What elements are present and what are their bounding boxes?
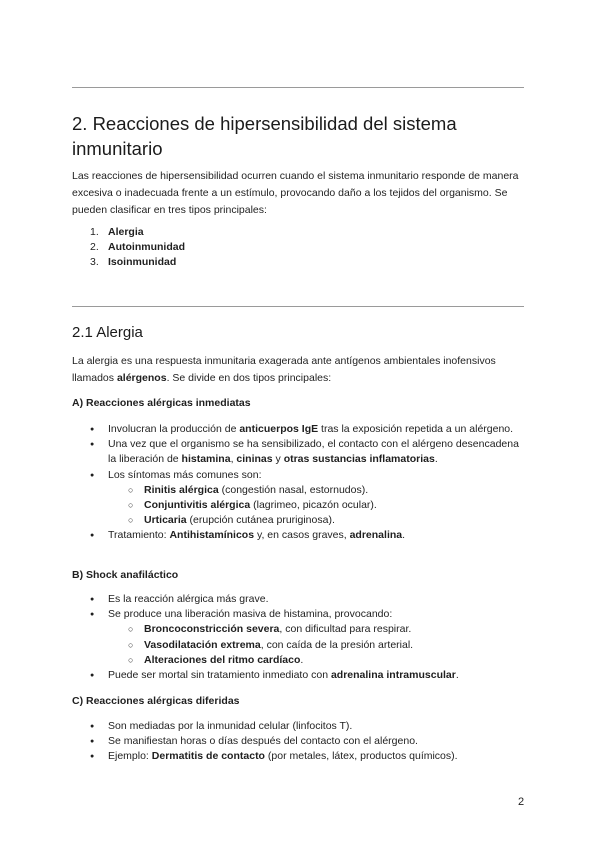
list-item: ○ Rinitis alérgica (congestión nasal, estornudos). bbox=[108, 483, 530, 498]
anaphylactic-list bbox=[90, 592, 530, 683]
list-item: ● Los síntomas más comunes son: ○ Rinitis alérgica (congestión nasal, estornudos). ○ Conjuntivitis alérgica (lagrimeo, picazón ocular). ○ Urticaria (erupción cutánea pruriginosa). bbox=[90, 468, 530, 529]
list-item: ● Una vez que el organismo se ha sensibilizado, el contacto con el alérgeno desencadena la liberación de histamina, cininas y otras sustancias inflamatorias. bbox=[90, 437, 530, 467]
list-item: 3. Isoinmunidad bbox=[90, 256, 177, 268]
list-item: ● Son mediadas por la inmunidad celular (linfocitos T). bbox=[90, 719, 530, 734]
page-number: 2 bbox=[518, 796, 525, 808]
list-item: 2. Autoinmunidad bbox=[90, 241, 185, 253]
delayed-list bbox=[90, 719, 530, 765]
allergy-intro: La alergia es una respuesta inmunitaria exagerada ante antígenos ambientales inofensivos llamados alérgenos. Se divide en dos tipos principales: bbox=[72, 355, 496, 384]
list-item: ● Se produce una liberación masiva de histamina, provocando: ○ Broncoconstricción severa, con dificultad para respirar. ○ Vasodilatación extrema, con caída de la presión arterial. ○ Alteraciones del ritmo cardíaco. bbox=[90, 607, 530, 668]
list-item: ○ Broncoconstricción severa, con dificultad para respirar. bbox=[108, 622, 530, 637]
section-intro: Las reacciones de hipersensibilidad ocurren cuando el sistema inmunitario responde de manera excesiva o inadecuada frente a un estímulo, provocando daño a los tejidos del organismo. Se pueden clasificar en tres tipos principales: bbox=[72, 170, 519, 216]
subsection-title: 2.1 Alergia bbox=[72, 324, 143, 341]
types-list bbox=[72, 225, 185, 270]
list-item: ○ Alteraciones del ritmo cardíaco. bbox=[108, 653, 530, 668]
heading-delayed: C) Reacciones alérgicas diferidas bbox=[72, 695, 240, 707]
symptoms-list bbox=[108, 483, 530, 529]
section-divider bbox=[72, 306, 524, 307]
list-item: ● Involucran la producción de anticuerpos IgE tras la exposición repetida a un alérgeno. bbox=[90, 422, 530, 437]
list-item: ○ Conjuntivitis alérgica (lagrimeo, picazón ocular). bbox=[108, 498, 530, 513]
list-item: ● Es la reacción alérgica más grave. bbox=[90, 592, 530, 607]
heading-immediate: A) Reacciones alérgicas inmediatas bbox=[72, 397, 251, 409]
list-item: ● Tratamiento: Antihistamínicos y, en casos graves, adrenalina. bbox=[90, 528, 530, 543]
list-item: ○ Urticaria (erupción cutánea pruriginosa). bbox=[108, 513, 530, 528]
list-item: ● Puede ser mortal sin tratamiento inmediato con adrenalina intramuscular. bbox=[90, 668, 530, 683]
section-title: 2. Reacciones de hipersensibilidad del sistema inmunitario bbox=[72, 113, 457, 159]
list-item: 1. Alergia bbox=[90, 226, 144, 238]
list-item: ○ Vasodilatación extrema, con caída de la presión arterial. bbox=[108, 638, 530, 653]
top-divider bbox=[72, 87, 524, 88]
immediate-list bbox=[90, 422, 530, 544]
list-item: ● Ejemplo: Dermatitis de contacto (por metales, látex, productos químicos). bbox=[90, 749, 530, 764]
list-item: ● Se manifiestan horas o días después del contacto con el alérgeno. bbox=[90, 734, 530, 749]
effects-list bbox=[108, 622, 530, 668]
heading-anaphylactic: B) Shock anafiláctico bbox=[72, 569, 179, 581]
